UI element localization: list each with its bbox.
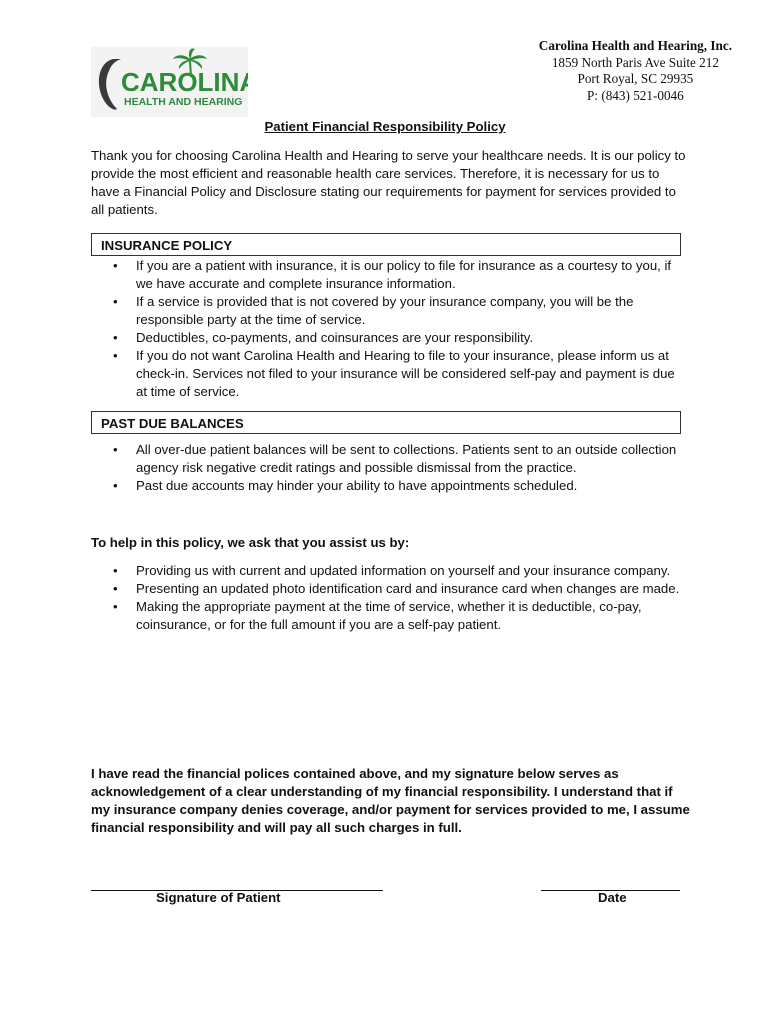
bullet-icon: • xyxy=(113,599,118,614)
help-heading: To help in this policy, we ask that you assist us by: xyxy=(91,535,410,550)
list-item: • Presenting an updated photo identification card and insurance card when changes are made. xyxy=(113,581,680,596)
bullet-icon: • xyxy=(113,294,118,309)
past-due-list xyxy=(91,441,681,495)
address-line-1: 1859 North Paris Ave Suite 212 xyxy=(551,54,719,70)
patient-signature-line[interactable] xyxy=(91,876,383,891)
logo-graphic xyxy=(91,47,248,117)
list-item: • If a service is provided that is not covered by your insurance company, you will be the responsible party at the time of service. xyxy=(113,294,634,327)
phone-number: P: (843) 521-0046 xyxy=(587,87,684,103)
bullet-icon: • xyxy=(113,478,118,493)
patient-signature-label: Signature of Patient xyxy=(156,890,281,905)
company-address-block xyxy=(539,38,732,104)
acknowledgement-paragraph: I have read the financial polices contained above, and my signature below serves as acknowledgement of a clear understanding of my financial responsibility. I understand that if my insurance company denies coverage, and/or payment for services provided to me, I assume financial responsibility and will pay all such charges in full. xyxy=(91,766,690,835)
bullet-icon: • xyxy=(113,563,118,578)
insurance-policy-heading-box xyxy=(91,233,681,256)
logo-wordmark: CAROLINA xyxy=(121,67,248,97)
list-item: • If you do not want Carolina Health and Hearing to file to your insurance, please inform us at check-in. Services not filed to your insurance will be considered self-pay and payment is due at time of service. xyxy=(113,348,675,399)
past-due-heading: PAST DUE BALANCES xyxy=(101,416,244,431)
list-item: • Deductibles, co-payments, and coinsurances are your responsibility. xyxy=(113,330,534,345)
list-item: • Providing us with current and updated information on yourself and your insurance company. xyxy=(113,563,671,578)
bullet-icon: • xyxy=(113,581,118,596)
address-line-2: Port Royal, SC 29935 xyxy=(577,71,694,86)
date-label: Date xyxy=(598,890,627,905)
list-item: • If you are a patient with insurance, it is our policy to file for insurance as a courtesy to you, if we have accurate and complete insurance information. xyxy=(113,258,672,291)
list-item: • All over-due patient balances will be sent to collections. Patients sent to an outside collection agency risk negative credit ratings and possible dismissal from the practice. xyxy=(113,442,677,475)
list-item: • Making the appropriate payment at the time of service, whether it is deductible, co-pay, coinsurance, or for the full amount if you are a self-pay patient. xyxy=(113,599,642,632)
company-logo xyxy=(91,47,248,117)
insurance-policy-heading: INSURANCE POLICY xyxy=(101,238,233,253)
intro-paragraph: Thank you for choosing Carolina Health and Hearing to serve your healthcare needs. It is our policy to provide the most efficient and reasonable health care services. Therefore, it is necessary for us to have a Financial Policy and Disclosure stating our requirements for payment for services provided to all patients. xyxy=(91,148,686,217)
help-list xyxy=(91,562,681,634)
date-line[interactable] xyxy=(541,876,680,891)
page-title: Patient Financial Responsibility Policy xyxy=(264,119,506,134)
insurance-policy-list xyxy=(91,257,681,401)
logo-tagline: HEALTH AND HEARING xyxy=(124,96,243,108)
bullet-icon: • xyxy=(113,330,118,345)
bullet-icon: • xyxy=(113,348,118,363)
bullet-icon: • xyxy=(113,442,118,457)
list-item: • Past due accounts may hinder your ability to have appointments scheduled. xyxy=(113,478,578,493)
bullet-icon: • xyxy=(113,258,118,273)
company-name: Carolina Health and Hearing, Inc. xyxy=(538,38,732,53)
past-due-heading-box xyxy=(91,411,681,434)
